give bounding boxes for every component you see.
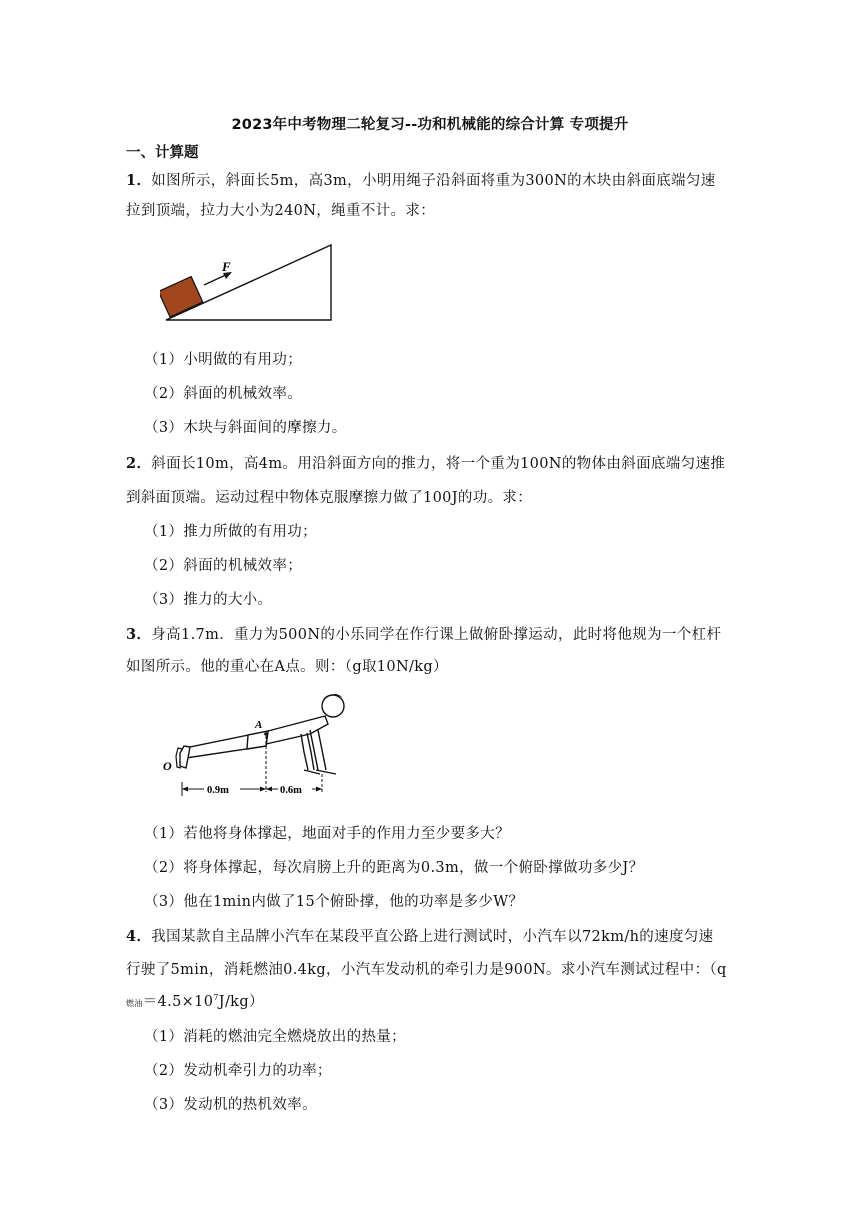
incline-figure [160,240,340,324]
question-1-part-3: （3）木块与斜面间的摩擦力。 [144,420,347,436]
question-2-part-1: （1）推力所做的有用功； [144,524,317,540]
heat-value-unit: J/kg） [218,994,264,1010]
question-2-part-3: （3）推力的大小。 [144,592,273,608]
question-1-text-1: 如图所示，斜面长5m，高3m，小明用绳子沿斜面将重为300N的木块由斜面底端匀速 [151,173,716,189]
question-4-line-3 [126,990,264,1011]
question-4-line-1 [126,925,714,946]
question-4-text-1: 我国某款自主品牌小汽车在某段平直公路上进行测试时，小汽车以72km/h的速度匀速 [151,929,714,945]
question-1-number: 1． [126,172,152,189]
wooden-block [160,277,203,317]
question-4-part-3: （3）发动机的热机效率。 [144,1097,317,1113]
fuel-subscript: 燃油 [126,999,143,1008]
force-label: F [222,259,231,274]
question-1-part-1: （1）小明做的有用功； [144,352,303,368]
question-4-number: 4． [126,928,152,945]
question-2-line-1 [126,452,725,473]
question-3-part-2: （2）将身体撑起，每次肩膀上升的距离为0.3m，做一个俯卧撑做功多少J？ [144,860,644,876]
question-2-line-2: 到斜面顶端。运动过程中物体克服摩擦力做了100J的功。求： [126,490,533,506]
question-1-line-2: 拉到顶端，拉力大小为240N，绳重不计。求： [126,203,436,219]
question-3-part-3: （3）他在1min内做了15个俯卧撑，他的功率是多少W？ [144,894,524,910]
question-3-number: 3． [126,626,152,643]
exponent: 7 [213,993,219,1003]
section-heading: 一、计算题 [126,145,199,161]
document-title: 2023年中考物理二轮复习--功和机械能的综合计算 专项提升 [231,117,629,133]
question-3-text-1: 身高1.7m．重力为500N的小乐同学在作行课上做俯卧撑运动，此时将他规为一个杠杆 [151,627,722,643]
center-of-gravity-label: A [255,719,263,731]
question-3-part-1: （1）若他将身体撑起，地面对手的作用力至少要多大？ [144,826,510,842]
pivot-label: O [163,759,172,773]
question-2-part-2: （2）斜面的机械效率； [144,558,303,574]
heat-value-text: ＝4.5×10 [142,994,214,1010]
question-4-part-1: （1）消耗的燃油完全燃烧放出的热量； [144,1029,407,1045]
question-2-number: 2． [126,455,152,472]
distance-label-2: 0.6m [280,785,302,796]
question-1-line-1 [126,169,716,190]
question-1-part-2: （2）斜面的机械效率。 [144,386,303,402]
distance-label-1: 0.9m [207,785,229,796]
question-2-text-1: 斜面长10m，高4m。用沿斜面方向的推力，将一个重为100N的物体由斜面底端匀速推 [151,456,726,472]
pushup-figure [160,686,360,800]
question-4-part-2: （2）发动机牵引力的功率； [144,1063,332,1079]
question-3-line-2: 如图所示。他的重心在A点。则：（g取10N/kg） [126,659,448,675]
question-4-line-2: 行驶了5min，消耗燃油0.4kg，小汽车发动机的牵引力是900N。求小汽车测试过程中：（q [126,962,727,978]
question-3-line-1 [126,623,721,644]
